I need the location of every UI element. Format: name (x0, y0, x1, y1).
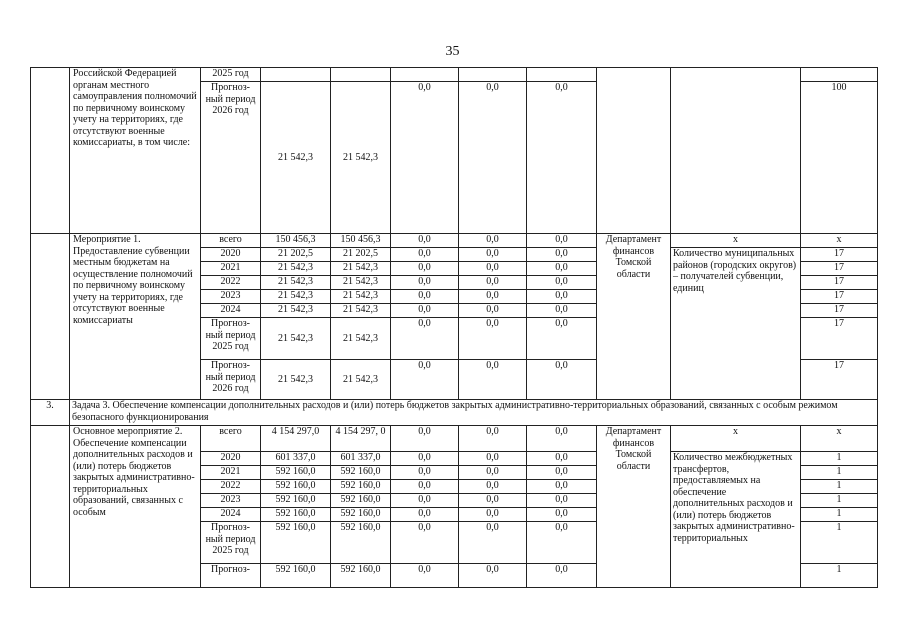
year-cell: 2024 (201, 508, 261, 522)
regional-cell: 0,0 (391, 452, 459, 466)
year-cell: 2020 (201, 452, 261, 466)
federal-cell: 592 160,0 (331, 508, 391, 522)
value-cell: 100 (801, 82, 878, 234)
num-cell (31, 426, 70, 588)
total-cell: 592 160,0 (261, 480, 331, 494)
regional-cell: 0,0 (391, 276, 459, 290)
num-cell (31, 68, 70, 234)
local-cell: 0,0 (459, 480, 527, 494)
value-cell: 1 (801, 508, 878, 522)
total-cell: 601 337,0 (261, 452, 331, 466)
activity-name-cell: Российской Федерацией органам местного самоуправления полномочий по первичному воинскому учету на территориях, где отсутствуют военные комиссариаты, в том числе: (70, 68, 201, 234)
value-cell: 17 (801, 318, 878, 360)
year-cell: 2023 (201, 494, 261, 508)
num-cell (31, 234, 70, 400)
indicator-cell: Количество межбюджетных трансфертов, предоставляемых на обеспечение дополнительных расходов и (или) потерь бюджетов закрытых административно-территориальных (671, 452, 801, 588)
regional-cell: 0,0 (391, 360, 459, 400)
total-cell: 592 160,0 (261, 466, 331, 480)
other-cell: 0,0 (527, 466, 597, 480)
value-cell: 17 (801, 304, 878, 318)
federal-cell: 21 542,3 (331, 304, 391, 318)
federal-cell: 21 542,3 (331, 262, 391, 276)
local-cell: 0,0 (459, 522, 527, 564)
local-cell: 0,0 (459, 262, 527, 276)
year-cell: Прогноз-ный период 2026 год (201, 82, 261, 234)
total-cell: 21 542,3 (261, 360, 331, 400)
task-title: Задача 3. Обеспечение компенсации дополнительных расходов и (или) потерь бюджетов закрытых административно-территориальных образований, связанных с особым режимом безопасного функционирования (70, 400, 878, 426)
local-cell: 0,0 (459, 248, 527, 262)
indicator-cell (671, 68, 801, 234)
executor-cell: Департамент финансов Томской области (597, 234, 671, 400)
other-cell: 0,0 (527, 304, 597, 318)
year-cell: 2022 (201, 276, 261, 290)
year-cell: всего (201, 426, 261, 452)
value-cell: х (801, 234, 878, 248)
year-cell: всего (201, 234, 261, 248)
federal-cell (331, 68, 391, 82)
other-cell: 0,0 (527, 248, 597, 262)
indicator-x-cell: х (671, 426, 801, 452)
executor-cell (597, 68, 671, 234)
other-cell (527, 68, 597, 82)
local-cell (459, 68, 527, 82)
other-cell: 0,0 (527, 262, 597, 276)
total-cell: 592 160,0 (261, 522, 331, 564)
table-row (31, 68, 878, 82)
regional-cell: 0,0 (391, 234, 459, 248)
value-cell: 17 (801, 276, 878, 290)
other-cell: 0,0 (527, 480, 597, 494)
table-row (31, 234, 878, 248)
year-cell: 2023 (201, 290, 261, 304)
total-cell: 4 154 297,0 (261, 426, 331, 452)
local-cell: 0,0 (459, 426, 527, 452)
local-cell: 0,0 (459, 318, 527, 360)
executor-cell: Департамент финансов Томской области (597, 426, 671, 588)
activity-name-cell: Основное мероприятие 2. Обеспечение компенсации дополнительных расходов и (или) потерь бюджетов закрытых административно-территориальных образований, связанных с особым (70, 426, 201, 588)
total-cell: 592 160,0 (261, 494, 331, 508)
local-cell: 0,0 (459, 452, 527, 466)
federal-cell: 21 542,3 (331, 276, 391, 290)
value-cell: 1 (801, 564, 878, 588)
regional-cell: 0,0 (391, 426, 459, 452)
year-cell: Прогноз- (201, 564, 261, 588)
indicator-x-cell: х (671, 234, 801, 248)
value-cell (801, 68, 878, 82)
federal-cell: 592 160,0 (331, 494, 391, 508)
value-cell: 17 (801, 248, 878, 262)
federal-cell: 592 160,0 (331, 466, 391, 480)
total-cell: 150 456,3 (261, 234, 331, 248)
local-cell: 0,0 (459, 276, 527, 290)
regional-cell: 0,0 (391, 304, 459, 318)
local-cell: 0,0 (459, 466, 527, 480)
total-cell (261, 68, 331, 82)
regional-cell (391, 68, 459, 82)
federal-cell: 21 202,5 (331, 248, 391, 262)
regional-cell: 0,0 (391, 318, 459, 360)
other-cell: 0,0 (527, 564, 597, 588)
value-cell: 1 (801, 466, 878, 480)
regional-cell: 0,0 (391, 564, 459, 588)
local-cell: 0,0 (459, 564, 527, 588)
total-cell: 592 160,0 (261, 508, 331, 522)
total-cell: 21 542,3 (261, 304, 331, 318)
other-cell: 0,0 (527, 508, 597, 522)
federal-cell: 150 456,3 (331, 234, 391, 248)
federal-cell: 592 160,0 (331, 480, 391, 494)
year-cell: 2021 (201, 466, 261, 480)
total-cell: 21 542,3 (261, 262, 331, 276)
regional-cell: 0,0 (391, 290, 459, 304)
total-cell: 21 542,3 (261, 276, 331, 290)
regional-cell: 0,0 (391, 262, 459, 276)
task-num: 3. (31, 400, 70, 426)
task-row (31, 400, 878, 426)
year-cell: Прогноз-ный период 2025 год (201, 522, 261, 564)
regional-cell: 0,0 (391, 522, 459, 564)
total-cell: 21 542,3 (261, 82, 331, 234)
other-cell: 0,0 (527, 290, 597, 304)
federal-cell: 592 160,0 (331, 564, 391, 588)
local-cell: 0,0 (459, 234, 527, 248)
regional-cell: 0,0 (391, 480, 459, 494)
value-cell: 17 (801, 262, 878, 276)
total-cell: 21 542,3 (261, 290, 331, 304)
value-cell: 1 (801, 522, 878, 564)
federal-cell: 21 542,3 (331, 290, 391, 304)
value-cell: 17 (801, 290, 878, 304)
value-cell: х (801, 426, 878, 452)
year-cell: Прогноз-ный период 2026 год (201, 360, 261, 400)
other-cell: 0,0 (527, 426, 597, 452)
local-cell: 0,0 (459, 360, 527, 400)
regional-cell: 0,0 (391, 82, 459, 234)
federal-cell: 592 160,0 (331, 522, 391, 564)
local-cell: 0,0 (459, 82, 527, 234)
federal-cell: 4 154 297, 0 (331, 426, 391, 452)
other-cell: 0,0 (527, 318, 597, 360)
local-cell: 0,0 (459, 494, 527, 508)
activity-name-cell: Мероприятие 1. Предоставление субвенции местным бюджетам на осуществление полномочий по первичному воинскому учету на территориях, где отсутствуют военные комиссариаты (70, 234, 201, 400)
local-cell: 0,0 (459, 290, 527, 304)
other-cell: 0,0 (527, 276, 597, 290)
local-cell: 0,0 (459, 508, 527, 522)
total-cell: 592 160,0 (261, 564, 331, 588)
federal-cell: 21 542,3 (331, 82, 391, 234)
regional-cell: 0,0 (391, 508, 459, 522)
page-number: 35 (445, 44, 460, 59)
indicator-cell: Количество муниципальных районов (городских округов) – получателей субвенции, единиц (671, 248, 801, 400)
year-cell: 2021 (201, 262, 261, 276)
other-cell: 0,0 (527, 522, 597, 564)
regional-cell: 0,0 (391, 466, 459, 480)
value-cell: 17 (801, 360, 878, 400)
year-cell: 2020 (201, 248, 261, 262)
total-cell: 21 542,3 (261, 318, 331, 360)
regional-cell: 0,0 (391, 248, 459, 262)
year-cell: Прогноз-ный период 2025 год (201, 318, 261, 360)
federal-cell: 21 542,3 (331, 360, 391, 400)
year-cell: 2022 (201, 480, 261, 494)
local-cell: 0,0 (459, 304, 527, 318)
total-cell: 21 202,5 (261, 248, 331, 262)
budget-table (30, 67, 878, 588)
value-cell: 1 (801, 494, 878, 508)
value-cell: 1 (801, 480, 878, 494)
federal-cell: 21 542,3 (331, 318, 391, 360)
value-cell: 1 (801, 452, 878, 466)
other-cell: 0,0 (527, 452, 597, 466)
other-cell: 0,0 (527, 82, 597, 234)
federal-cell: 601 337,0 (331, 452, 391, 466)
year-cell: 2025 год (201, 68, 261, 82)
table-row (31, 426, 878, 452)
other-cell: 0,0 (527, 360, 597, 400)
other-cell: 0,0 (527, 234, 597, 248)
year-cell: 2024 (201, 304, 261, 318)
regional-cell: 0,0 (391, 494, 459, 508)
other-cell: 0,0 (527, 494, 597, 508)
